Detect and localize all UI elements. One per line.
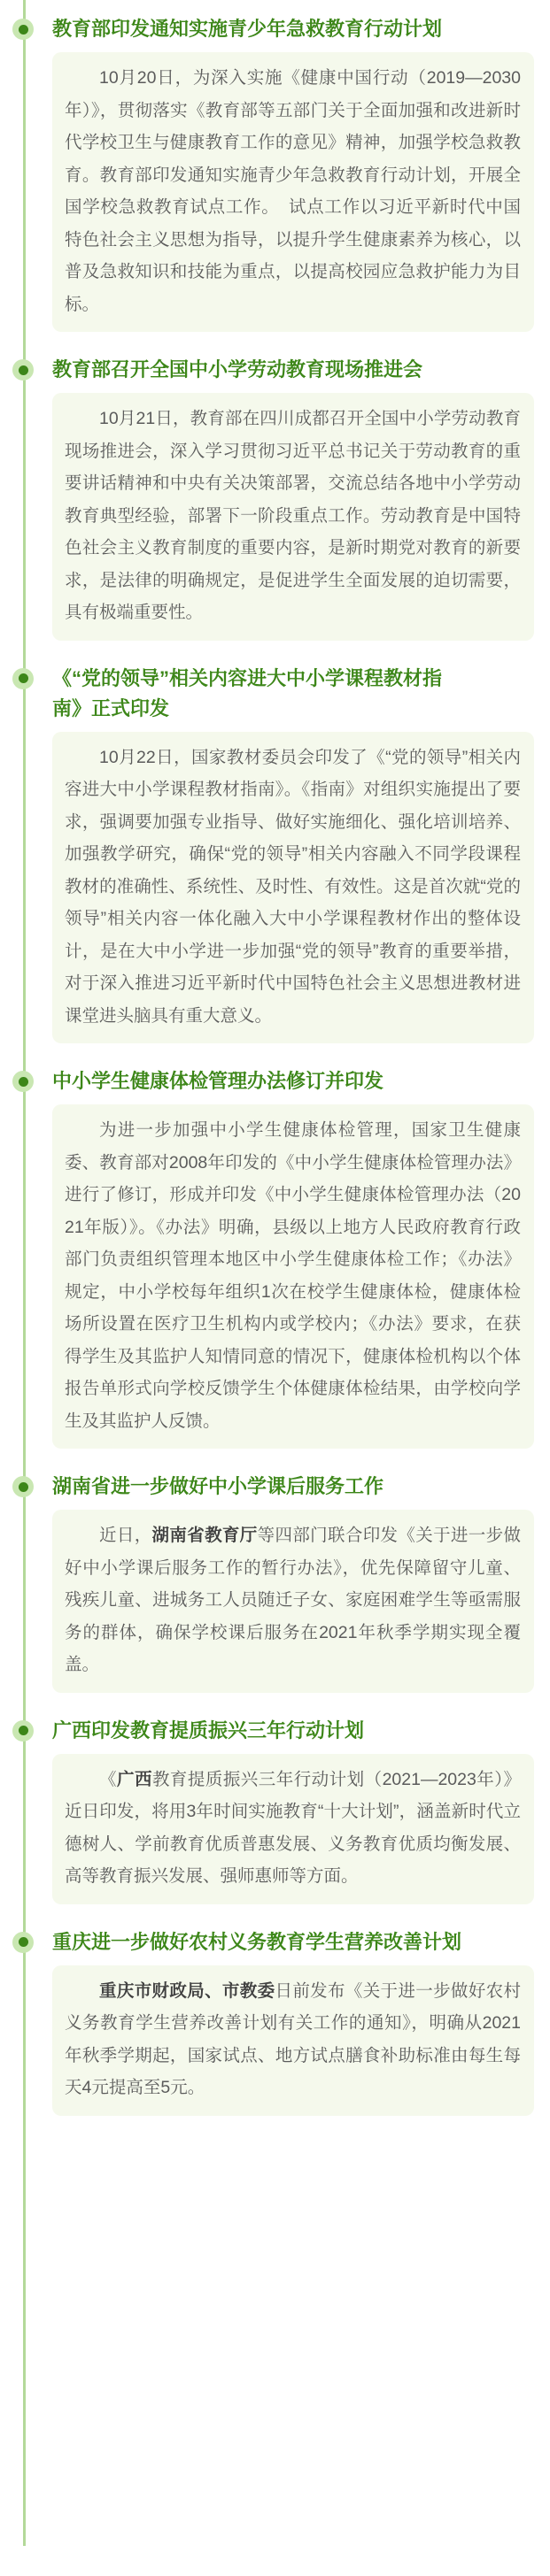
news-item bbox=[52, 1716, 534, 1904]
news-item-paragraph bbox=[65, 1764, 521, 1893]
news-item bbox=[52, 1066, 534, 1449]
timeline-line bbox=[23, 0, 26, 2546]
paragraph-text: 日前发布《关于进一步做好农村义务教育学生营养改善计划有关工作的通知》，明确从2021年秋季学期起，国家试点、地方试点膳食补助标准由每生每天4元提高至5元。 bbox=[65, 1980, 521, 2097]
news-item bbox=[52, 664, 534, 1044]
bullet-icon bbox=[12, 19, 34, 40]
news-item-card bbox=[52, 52, 534, 332]
news-item-header bbox=[52, 664, 534, 724]
news-item-card bbox=[52, 1754, 534, 1904]
bullet-dot bbox=[19, 1726, 28, 1735]
news-item-heading: 《“党的领导”相关内容进大中小学课程教材指南》正式印发 bbox=[52, 666, 443, 719]
bullet-icon bbox=[12, 1932, 34, 1953]
news-item-card bbox=[52, 1510, 534, 1693]
paragraph-bold-text: 广西 bbox=[116, 1769, 152, 1789]
paragraph-text: 近日， bbox=[99, 1526, 152, 1545]
paragraph-text: 为进一步加强中小学生健康体检管理，国家卫生健康委、教育部对2008年印发的《中小学生健康体检管理办法》进行了修订，形成并印发《中小学生健康体检管理办法（2021年版）》。《办法》明确，县级以上地方人民政府教育行政部门负责组织管理本地区中小学生健康体检工作；《办法》规定，中小学校每年组织1次在校学生健康体检，健康体检场所设置在医疗卫生机构内或学校内；《办法》要求，在获得学生及其监护人知情同意的情况下，健康体检机构以个体报告单形式向学校反馈学生个体健康体检结果，由学校向学生及其监护人反馈。 bbox=[65, 1120, 521, 1431]
news-item-header bbox=[52, 355, 534, 385]
paragraph-text: 等四部门联合印发《关于进一步做好中小学课后服务工作的暂行办法》，优先保障留守儿童、残疾儿童、进城务工人员随迁子女、家庭困难学生等亟需服务的群体，确保学校课后服务在2021年秋季学期实现全覆盖。 bbox=[65, 1526, 521, 1674]
news-item-card bbox=[52, 1104, 534, 1449]
paragraph-text: 教育提质振兴三年行动计划（2021—2023年）》近日印发，将用3年时间实施教育“十大计划”，涵盖新时代立德树人、学前教育优质普惠发展、义务教育优质均衡发展、高等教育振兴发展、强师惠师等方面。 bbox=[65, 1769, 521, 1886]
news-item-card bbox=[52, 393, 534, 641]
bullet-dot bbox=[19, 365, 28, 375]
news-item-heading: 教育部召开全国中小学劳动教育现场推进会 bbox=[52, 358, 423, 381]
bullet-icon bbox=[12, 1720, 34, 1742]
bullet-icon bbox=[12, 1476, 34, 1497]
paragraph-bold-text: 湖南省教育厅 bbox=[151, 1526, 258, 1545]
news-item-header bbox=[52, 1927, 534, 1957]
bullet-icon bbox=[12, 359, 34, 381]
news-item-card bbox=[52, 732, 534, 1044]
news-item-paragraph bbox=[65, 1975, 521, 2104]
news-item-paragraph bbox=[65, 1114, 521, 1437]
news-item-heading: 广西印发教育提质振兴三年行动计划 bbox=[52, 1719, 365, 1742]
news-item-paragraph bbox=[65, 403, 521, 629]
news-item bbox=[52, 355, 534, 641]
news-item bbox=[52, 14, 534, 332]
paragraph-text: 10月21日，教育部在四川成都召开全国中小学劳动教育现场推进会，深入学习贯彻习近平总书记关于劳动教育的重要讲话精神和中央有关决策部署，交流总结各地中小学劳动教育典型经验，部署下一阶段重点工作。劳动教育是中国特色社会主义教育制度的重要内容，是新时期党对教育的新要求，是法律的明确规定，是促进学生全面发展的迫切需要，具有极端重要性。 bbox=[65, 409, 521, 622]
news-item-paragraph bbox=[65, 1519, 521, 1681]
paragraph-bold-text: 重庆市财政局、市教委 bbox=[99, 1980, 275, 2001]
news-item bbox=[52, 1472, 534, 1693]
paragraph-text: 10月22日，国家教材委员会印发了《“党的领导”相关内容进大中小学课程教材指南》。《指南》对组织实施提出了要求，强调要加强专业指导、做好实施细化、强化培训培养、加强教学研究，确保“党的领导”相关内容融入不同学段课程教材的准确性、系统性、及时性、有效性。这是首次就“党的领导”相关内容一体化融入大中小学课程教材作出的整体设计，是在大中小学进一步加强“党的领导”教育的重要举措，对于深入推进习近平新时代中国特色社会主义思想进教材进课堂进头脑具有重大意义。 bbox=[65, 747, 521, 1026]
news-item-header bbox=[52, 14, 534, 44]
news-item-paragraph bbox=[65, 742, 521, 1033]
bullet-icon bbox=[12, 668, 34, 689]
news-item-heading: 教育部印发通知实施青少年急救教育行动计划 bbox=[52, 18, 443, 40]
news-item-heading: 重庆进一步做好农村义务教育学生营养改善计划 bbox=[52, 1930, 462, 1953]
news-item-header bbox=[52, 1472, 534, 1502]
paragraph-text: 10月20日，为深入实施《健康中国行动（2019—2030年）》，贯彻落实《教育部等五部门关于全面加强和改进新时代学校卫生与健康教育工作的意见》精神，加强学校急救教育。教育部印发通知实施青少年急救教育行动计划，开展全国学校急救教育试点工作。 试点工作以习近平新时代中国特色社会主义思想为指导，以提升学生健康素养为核心，以普及急救知识和技能为重点，以提高校园应急救护能力为目标。 bbox=[65, 68, 521, 314]
news-item-header bbox=[52, 1066, 534, 1096]
news-item-card bbox=[52, 1965, 534, 2116]
bullet-dot bbox=[19, 1937, 28, 1947]
bullet-dot bbox=[19, 673, 28, 683]
paragraph-text: 《 bbox=[99, 1769, 117, 1789]
bullet-dot bbox=[19, 1482, 28, 1492]
bullet-icon bbox=[12, 1071, 34, 1092]
news-item-heading: 中小学生健康体检管理办法修订并印发 bbox=[52, 1070, 384, 1092]
news-item-header bbox=[52, 1716, 534, 1746]
bullet-dot bbox=[19, 25, 28, 35]
news-item bbox=[52, 1927, 534, 2116]
news-item-heading: 湖南省进一步做好中小学课后服务工作 bbox=[52, 1475, 384, 1497]
bullet-dot bbox=[19, 1077, 28, 1087]
news-item-paragraph bbox=[65, 62, 521, 320]
